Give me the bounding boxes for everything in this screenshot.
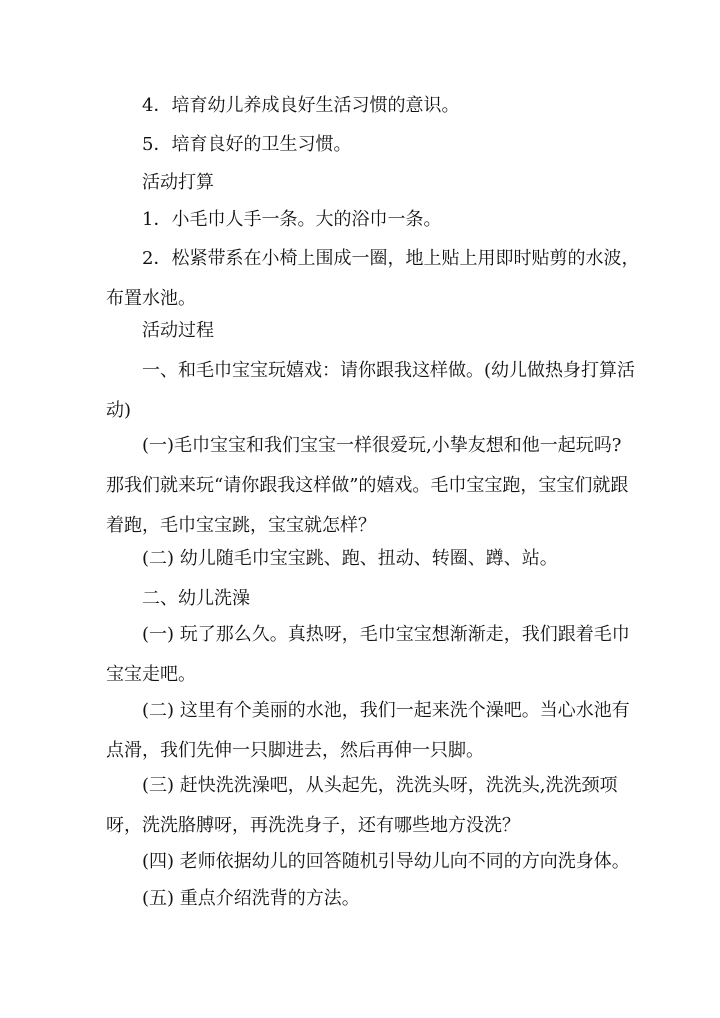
step-2-d-paragraph (106, 842, 658, 882)
text-line: (三) 赶快洗洗澡吧，从头起先，洗洗头呀，洗洗头,洗洗颈项 (142, 775, 618, 796)
preparation-heading (106, 163, 658, 203)
text-line: 活动打算 (142, 172, 214, 193)
prep-2-paragraph (106, 239, 640, 319)
text-line: (一) 玩了那么久。真热呀，毛巾宝宝想渐渐走，我们跟着毛巾 (142, 624, 630, 645)
text-line: 二、幼儿洗澡 (142, 588, 250, 609)
text-line: 动) (106, 400, 132, 421)
text-line: 那我们就来玩“请你跟我这样做”的嬉戏。毛巾宝宝跑，宝宝们就跟 (106, 475, 629, 496)
goal-5-paragraph (106, 125, 658, 165)
text-line: 1．小毛巾人手一条。大的浴巾一条。 (142, 209, 442, 230)
step-1-b-paragraph (106, 539, 658, 579)
text-line: 5．培育良好的卫生习惯。 (142, 134, 352, 155)
step-2-e-paragraph (106, 879, 658, 919)
goal-4-paragraph (106, 86, 658, 126)
text-line: 布置水池。 (106, 288, 196, 309)
step-2-a-paragraph (106, 615, 630, 695)
step-2-b-paragraph (106, 691, 630, 771)
text-line: 活动过程 (142, 320, 214, 341)
prep-1-paragraph (106, 200, 658, 240)
text-line: 呀，洗洗胳膊呀，再洗洗身子，还有哪些地方没洗？ (106, 815, 520, 836)
text-line: 着跑，毛巾宝宝跳，宝宝就怎样？ (106, 515, 376, 536)
text-line: (二) 幼儿随毛巾宝宝跳、跑、扭动、转圈、蹲、站。 (142, 548, 558, 569)
step-2-heading (106, 579, 658, 619)
step-1-a-paragraph (106, 426, 629, 546)
step-2-c-paragraph (106, 766, 622, 846)
text-line: (一)毛巾宝宝和我们宝宝一样很爱玩,小挚友想和他一起玩吗? (142, 435, 622, 456)
process-heading (106, 311, 658, 351)
text-line: 4．培育幼儿养成良好生活习惯的意识。 (142, 95, 460, 116)
text-line: (四) 老师依据幼儿的回答随机引导幼儿向不同的方向洗身体。 (142, 851, 630, 872)
text-line: 一、和毛巾宝宝玩嬉戏：请你跟我这样做。(幼儿做热身打算活 (142, 360, 636, 381)
step-1-paragraph (106, 351, 636, 431)
text-line: 宝宝走吧。 (106, 664, 196, 685)
text-line: 点滑，我们先伸一只脚进去，然后再伸一只脚。 (106, 740, 484, 761)
text-line: (二) 这里有个美丽的水池，我们一起来洗个澡吧。当心水池有 (142, 700, 630, 721)
text-line: (五) 重点介绍洗背的方法。 (142, 888, 360, 909)
text-line: 2．松紧带系在小椅上围成一圈，地上贴上用即时贴剪的水波， (142, 248, 640, 269)
